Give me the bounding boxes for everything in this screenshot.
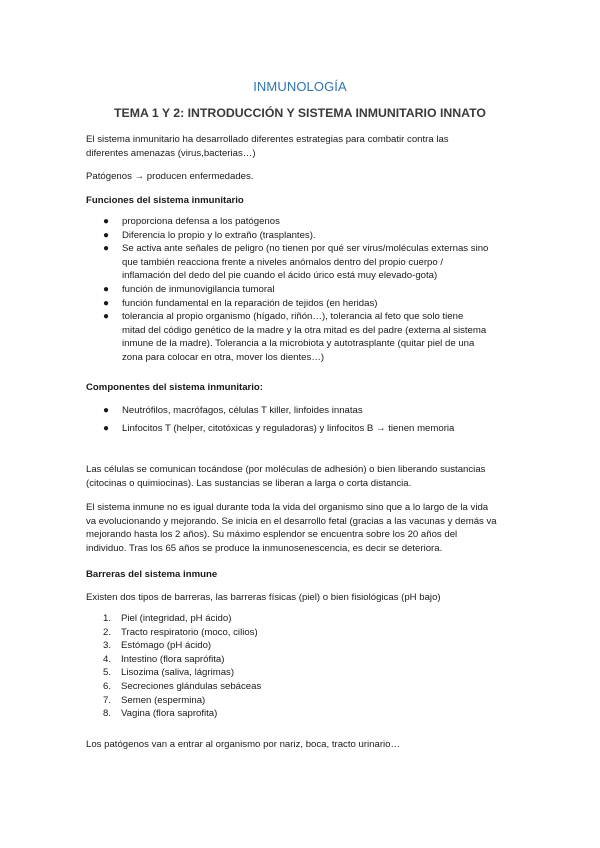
list-item: ● proporciona defensa a los patógenos — [103, 216, 280, 227]
functions-heading: Funciones del sistema inmunitario — [86, 195, 244, 206]
components-list — [86, 404, 526, 435]
list-item: 3. Estómago (pH ácido) — [103, 640, 212, 652]
barriers-intro: Existen dos tipos de barreras, las barreras físicas (piel) o bien fisiológicas (pH bajo) — [86, 592, 441, 603]
bullet-icon: ● — [103, 311, 110, 323]
bullet-icon: ● — [103, 422, 110, 434]
list-item: 1. Piel (integridad, pH ácido) — [103, 613, 232, 624]
lifespan-paragraph: El sistema inmune no es igual durante toda la vida del organismo sino que a lo largo de la vida va evolucionando y mejorando. Se inicia en el desarrollo fetal (gracias a las vacunas y demás va mejorando hasta los 2 años). Su máximo esplendor se encuentra sobre los 20 años del individuo. Tras los 65 años se produce la inmunosenescencia, es decir se deteriora. — [86, 502, 497, 554]
document-subtitle: TEMA 1 Y 2: INTRODUCCIÓN Y SISTEMA INMUNITARIO INNATO — [114, 106, 486, 120]
list-item: ● Se activa ante señales de peligro (no tienen por qué ser virus/moléculas externas sino que también reacciona frente a niveles anómalos dentro del propio cuerpo / inflamación del dedo del pie cuando el ácido úrico está muy elevado-gota) — [103, 243, 489, 282]
list-item: 2. Tracto respiratorio (moco, cilios) — [103, 626, 258, 638]
bullet-icon: ● — [103, 243, 110, 255]
list-item: 8. Vagina (flora saprofita) — [103, 708, 218, 720]
barriers-list — [86, 612, 486, 721]
list-item: ● tolerancia al propio organismo (hígado, riñón…), tolerancia al feto que solo tiene mitad del código genético de la madre y la otra mitad es del padre (externa al sistema inmune de la madre). Tolerancia a la microbiota y autotrasplante (quitar piel de una zona para colocar en otra, mover los dientes…) — [103, 311, 487, 363]
list-item: 6. Secreciones glándulas sebáceas — [103, 680, 262, 692]
bullet-icon: ● — [103, 297, 110, 309]
intro-line: diferentes amenazas (virus,bacterias…) — [86, 147, 256, 159]
list-item: ● Diferencia lo propio y lo extraño (trasplantes). — [103, 229, 316, 241]
closing-line: Los patógenos van a entrar al organismo por nariz, boca, tracto urinario… — [86, 739, 401, 750]
list-item: 7. Semen (espermina) — [103, 694, 206, 706]
pathogens-line: Patógenos → producen enfermedades. — [86, 171, 254, 182]
communication-paragraph: Las células se comunican tocándose (por moléculas de adhesión) o bien liberando sustancias (citocinas o quimiocinas). Las sustancias se liberan a larga o corta distancia. — [86, 464, 486, 489]
bullet-icon: ● — [103, 216, 110, 227]
components-heading: Componentes del sistema inmunitario: — [86, 382, 263, 393]
bullet-icon: ● — [103, 229, 110, 241]
intro-line: El sistema inmunitario ha desarrollado diferentes estrategias para combatir contra las — [86, 134, 449, 145]
list-item: ● función de inmunovigilancia tumoral — [103, 283, 275, 295]
list-item: 5. Lisozima (saliva, lágrimas) — [103, 667, 235, 679]
list-item: ● Linfocitos T (helper, citotóxicas y reguladoras) y linfocitos B → tienen memoria — [103, 422, 455, 434]
list-item: ● función fundamental en la reparación de tejidos (en heridas) — [103, 297, 378, 309]
functions-list — [86, 215, 526, 365]
bullet-icon: ● — [103, 283, 110, 295]
intro-paragraph — [86, 133, 516, 160]
barriers-heading: Barreras del sistema inmune — [86, 569, 218, 580]
list-item: 4. Intestino (flora saprófita) — [103, 653, 225, 665]
list-item: ● Neutrófilos, macrófagos, células T killer, linfoides innatas — [103, 405, 363, 416]
document-title: INMUNOLOGÍA — [253, 79, 347, 94]
bullet-icon: ● — [103, 405, 110, 416]
